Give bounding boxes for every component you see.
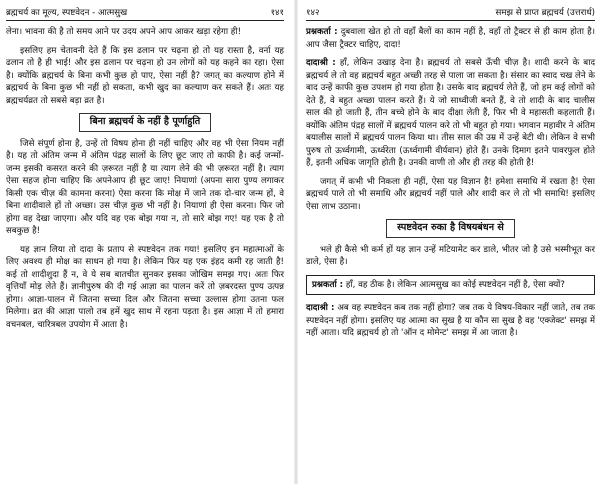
dialogue-text: हाँ, वह ठीक है। लेकिन आत्मसुख का कोई स्पष्टवेदन नहीं है, ऐसा क्यों? [345, 279, 565, 290]
dialogue-text: अब वह स्पष्टवेदन कब तक नहीं होगा? जब तक ये विषय-विकार नहीं जाते, तब तक स्पष्टवेदन नहीं होगा। इसलिए यह आत्मा का सुख है या कौन सा सुख है वह 'एक्जेक्ट' समझ में नहीं आता। यदि ब्रह्मचर्य हो तो 'ऑन द मोमेन्ट' समझ में आ जाता है। [306, 303, 595, 338]
left-header-title: ब्रह्मचर्य का मूल्य, स्पष्टवेदन - आत्मसुख [6, 8, 128, 18]
speaker-label: दादाश्री : [306, 58, 336, 68]
section-heading-text: बिना ब्रह्मचर्य के नहीं है पूर्णाहुति [79, 113, 212, 132]
right-page-header [306, 6, 595, 21]
paragraph: लेना। भावना की है तो समय आने पर उदय अपने आप आकर खड़ा रहेगा ही! [6, 27, 242, 37]
dialogue-question [312, 279, 589, 292]
left-page-header [6, 6, 284, 21]
paragraph: इसलिए हम चेतावनी देते हैं कि इस ढलान पर चढ़ना हो तो यह रास्ता है, वर्ना यह ढलान तो है ही भाई! और इस ढलान पर चढ़ना हो उन लोगों को यह कहने का रहा। ऐसा है। क्योंकि ब्रह्मचर्य के बिना कभी कुछ हो पाए, ऐसा नहीं है? जगत् का कल्याण होने में ब्रह्मचर्य के बिना कुछ भी नहीं हो सकता, कभी खुद का कल्याण कर सकते हैं। अतः यह ब्रह्मचर्यव्रत तो सबसे बड़ा व्रत है। [6, 45, 284, 106]
dialogue-question [306, 26, 595, 51]
left-page [0, 0, 292, 484]
right-page-number: १४२ [306, 8, 320, 18]
highlighted-question-box [306, 275, 595, 296]
right-page-body [306, 26, 595, 340]
left-page-body [6, 26, 284, 331]
dialogue-answer [306, 302, 595, 340]
section-heading [6, 113, 284, 132]
paragraph: भले ही कैसे भी कर्म हों यह ज्ञान उन्हें मटियामेट कर डाले, भीतर जो है उसे भस्मीभूत कर डाले, ऐसा है। [306, 244, 595, 267]
paragraph: जिसे संपूर्ण होना है, उन्हें तो विषय होना ही नहीं चाहिए और वह भी ऐसा नियम नहीं है। यह तो अंतिम जन्म में अंतिम पंद्रह सालों के लिए छूट जाए तो काफी है। कई जन्मों-जन्म इसकी कसरत करने की ज़रूरत नहीं है या त्याग लेने की भी ज़रूरत नहीं है। त्याग ऐसा सहज होना चाहिए कि अपनेआप ही छूट जाए! नियाणां (अपना सारा पुण्य लगाकर किसी एक चीज़ की कामना करना) ऐसा करना कि मोक्ष में जाने तक दो-चार जन्म हों, वे बिना शादीवाले हों तो अच्छा। उस चीज़ कुछ भी नहीं है। नियाणां ही ऐसा करना। फिर जो होगा वह देखा जाएगा। और यदि वह एक बोझ गया न, तो सारे बोझ गए! यह एक है तो सबकुछ है! [6, 138, 284, 236]
left-page-number: १४१ [270, 8, 284, 18]
paragraph: जगत् में कभी भी निकला ही नहीं, ऐसा यह विज्ञान है! हमेशा समाधि में रखता है! ऐसा ब्रह्मचर्य पाले तो भी समाधि और ब्रह्मचर्य नहीं पाले और शादी कर ले तो भी समाधि! इसलिए ऐसा लाभ उठाना। [306, 176, 595, 212]
speaker-label: प्रश्नकर्ता : [312, 279, 344, 290]
right-header-title: समझ से प्राप्त ब्रह्मचर्य (उत्तरार्ध) [495, 8, 595, 18]
section-heading-text: स्पष्टवेदन रुका है विषयबंधन से [386, 219, 515, 238]
speaker-label: दादाश्री : [306, 303, 335, 313]
speaker-label: प्रश्नकर्ता : [306, 27, 338, 37]
book-gutter [294, 0, 298, 484]
dialogue-text: दुबवाला खेत हो तो वहाँ बैलों का काम नहीं है, वहाँ तो ट्रैक्टर से ही काम होता है। आप जैसा ट्रैक्टर चाहिए, दादा! [306, 27, 595, 50]
section-heading [306, 219, 595, 238]
right-page [300, 0, 599, 484]
dialogue-text: हाँ, लेकिन उखाड़ देना है। ब्रह्मचर्य तो सबसे ऊँची चीज़ है। शादी करने के बाद ब्रह्मचर्य ले तो वह ब्रह्मचर्य बहुत अच्छी तरह से पाला जा सकता है। संसार का स्वाद चख लेने के बाद उन्हें काफी कुछ उपशम हो गया होता है। उसके बाद ब्रह्मचर्य लेते हैं, जो हम कई लोगों को देते हैं, वे बहुत अच्छा पालन करते हैं। ये जो साध्वीजी बनते हैं, वे तो शादी के बाद चालीस साल की हो जाती हैं, तीन बच्चे होने के बाद दीक्षा लेती हैं, फिर भी वे महासती कहलाती हैं। क्योंकि अंतिम पंद्रह सालों में ब्रह्मचर्य पालन करे तो भी बहुत हो गया। भगवान महावीर ने अंतिम बयालीस सालों में ब्रह्मचर्य पालन किया था। तीस साल की उम्र में उन्हें बेटी थी। लेकिन वे सभी पुरुष तो ऊर्ध्वगामी, ऊर्ध्वरेता (ऊर्ध्वगामी वीर्यवान) होते हैं। उनके दिमाग इतने पावरफुल होते हैं, इतनी अधिक जागृति होती है। उनकी वाणी तो और ही तरह की होती है! [306, 58, 596, 168]
dialogue-answer [306, 57, 595, 170]
paragraph: यह ज्ञान लिया तो दादा के प्रताप से स्पष्टवेदन तक गया! इसलिए इन महात्माओं के लिए अवश्य ही मोक्ष का साधन हो गया है। लेकिन फिर यह एक इंहद कमी रह जाती है! कई तो शादीशुदा हैं न, वे ये सब बातचीत सुनकर इसका जोखिम समझ गए। अतः फिर वृत्तियाँ मोड़ लेते हैं। ज्ञानीपुरुष की दी गई आज्ञा का पालन करें तो ज़बरदस्त पुण्य उत्पन्न होगा। आज्ञा-पालन में जितना सच्चा दिल और जितना सच्चा उल्लास होगा उतना फल मिलेगा। व्रत की आज्ञा पालो तब हमें खुद साथ में रहना पड़ता है। इस आज्ञा में तो हमारा वचनबल, चारित्रबल उपयोग में आता है। [6, 244, 284, 330]
